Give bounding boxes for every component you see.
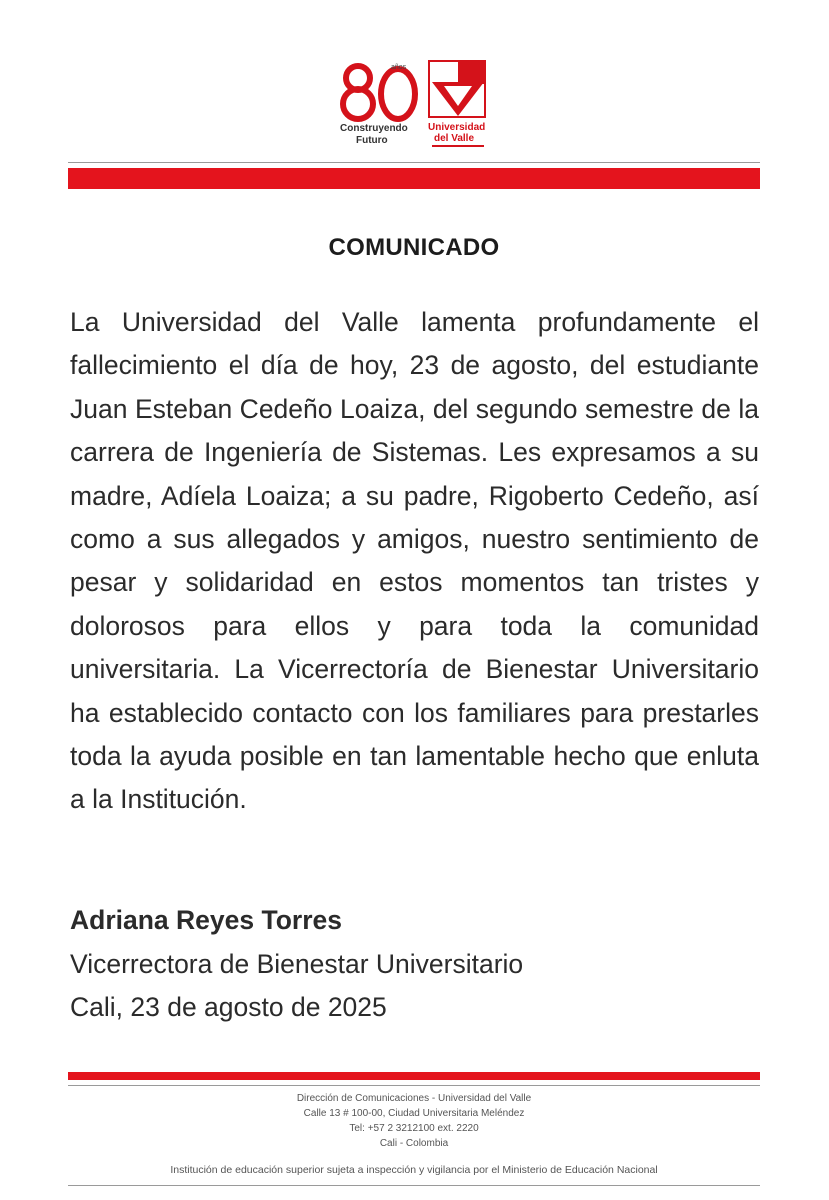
80-years-logo	[338, 58, 420, 150]
signatory-role: Vicerrectora de Bienestar Universitario	[70, 949, 524, 979]
header-thin-rule	[68, 162, 760, 163]
footer-red-band	[68, 1072, 760, 1080]
80-digits-icon	[338, 58, 420, 124]
signatory-name: Adriana Reyes Torres	[70, 905, 342, 935]
place-and-date: Cali, 23 de agosto de 2025	[70, 992, 387, 1022]
univalle-name-line2: del Valle	[434, 133, 475, 144]
footer-thin-rule	[68, 1085, 760, 1086]
header-logos	[330, 58, 500, 154]
footer-line-4: Cali - Colombia	[379, 1138, 449, 1149]
header-red-band	[68, 168, 760, 189]
footer-line-1: Dirección de Comunicaciones - Universidad del Valle	[296, 1093, 532, 1104]
years-label: años	[391, 64, 407, 71]
logo-tagline-line2: Futuro	[356, 135, 388, 146]
univalle-name-line1: Universidad	[428, 122, 486, 133]
univalle-underline	[432, 145, 484, 147]
document-title: COMUNICADO	[328, 234, 500, 261]
univalle-logo	[428, 60, 490, 148]
footer-line-2: Calle 13 # 100-00, Ciudad Universitaria Meléndez	[303, 1108, 525, 1119]
logo-tagline-line1: Construyendo	[340, 123, 408, 134]
footer-accreditation-note: Institución de educación superior sujeta a inspección y vigilancia por el Ministerio de Educación Nacional	[170, 1164, 658, 1176]
document-body: La Universidad del Valle lamenta profundamente el fallecimiento el día de hoy, 23 de agosto, del estudiante Juan Esteban Cedeño Loaiza, del segundo semestre de la carrera de Ingeniería de Sistemas. Les expresamos a su madre, Adíela Loaiza; a su padre, Rigoberto Cedeño, así como a sus allegados y amigos, nuestro sentimiento de pesar y solidaridad en estos momentos tan tristes y dolorosos para ellos y para toda la comunidad universitaria. La Vicerrectoría de Bienestar Universitario ha establecido contacto con los familiares para prestarles toda la ayuda posible en tan lamentable hecho que enluta a la Institución.	[70, 307, 759, 815]
univalle-shield-icon	[428, 60, 488, 118]
footer-line-3: Tel: +57 2 3212100 ext. 2220	[349, 1123, 479, 1134]
footer-bottom-rule	[68, 1185, 760, 1186]
